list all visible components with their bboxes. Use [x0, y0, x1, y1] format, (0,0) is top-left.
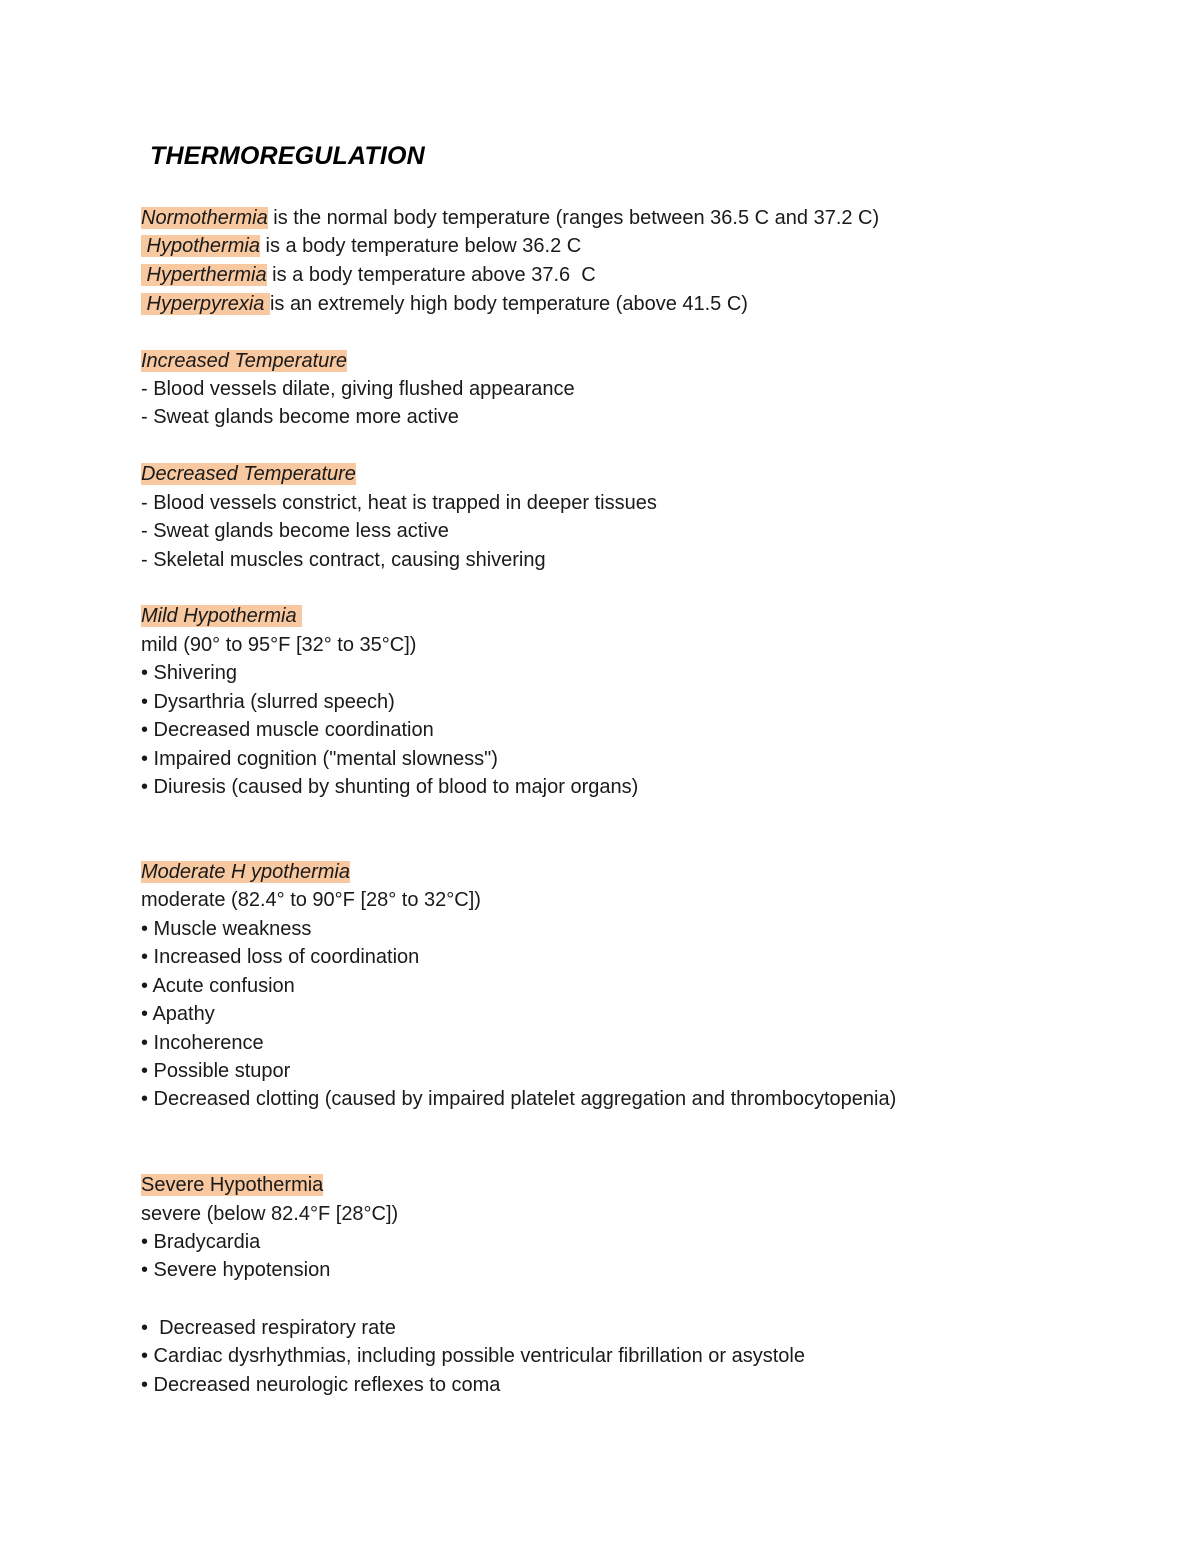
definition-normothermia — [141, 205, 879, 231]
term-highlight: Hyperthermia — [141, 264, 267, 286]
definition-text: is the normal body temperature (ranges between 36.5 C and 37.2 C) — [267, 207, 880, 229]
list-item: - Blood vessels dilate, giving flushed appearance — [141, 378, 575, 400]
heading-highlight: Decreased Temperature — [141, 463, 356, 485]
section-heading — [141, 461, 356, 487]
list-item: • Incoherence — [141, 1032, 264, 1054]
definition-hyperthermia — [141, 262, 596, 288]
term-highlight: Hypothermia — [141, 235, 260, 257]
definition-hypothermia — [141, 233, 581, 259]
list-item: • Severe hypotension — [141, 1259, 331, 1281]
range-text: mild (90° to 95°F [32° to 35°C]) — [141, 634, 417, 656]
list-item: • Decreased respiratory rate — [141, 1317, 396, 1339]
heading-highlight: Increased Temperature — [141, 350, 348, 372]
definition-text: is a body temperature above 37.6 C — [266, 264, 596, 286]
list-item: • Decreased neurologic reflexes to coma — [141, 1374, 501, 1396]
list-item: • Dysarthria (slurred speech) — [141, 691, 395, 713]
heading-highlight: Moderate H ypothermia — [141, 861, 350, 883]
heading-highlight: Mild Hypothermia — [141, 605, 303, 627]
list-item: • Possible stupor — [141, 1060, 291, 1082]
list-item: - Skeletal muscles contract, causing shivering — [141, 549, 546, 571]
list-item: • Diuresis (caused by shunting of blood to major organs) — [141, 776, 639, 798]
list-item: • Bradycardia — [141, 1231, 261, 1253]
section-heading — [141, 348, 347, 374]
list-item: • Muscle weakness — [141, 918, 312, 940]
list-item: • Acute confusion — [141, 975, 295, 997]
term-highlight: Hyperpyrexia — [141, 293, 270, 315]
definition-hyperpyrexia — [141, 291, 748, 317]
list-item: • Apathy — [141, 1003, 215, 1025]
definition-text: is an extremely high body temperature (above 41.5 C) — [269, 293, 748, 315]
section-heading — [141, 859, 350, 885]
heading-highlight: Severe Hypothermia — [141, 1174, 324, 1196]
definition-text: is a body temperature below 36.2 C — [259, 235, 582, 257]
section-heading — [141, 603, 302, 629]
list-item: • Impaired cognition ("mental slowness") — [141, 748, 498, 770]
list-item: • Decreased clotting (caused by impaired platelet aggregation and thrombocytopenia) — [141, 1088, 897, 1110]
section-heading — [141, 1172, 323, 1198]
list-item: • Decreased muscle coordination — [141, 719, 434, 741]
range-text: severe (below 82.4°F [28°C]) — [141, 1203, 399, 1225]
term-highlight: Normothermia — [141, 207, 268, 229]
list-item: • Increased loss of coordination — [141, 946, 420, 968]
list-item: - Sweat glands become less active — [141, 520, 449, 542]
list-item: - Blood vessels constrict, heat is trapped in deeper tissues — [141, 492, 657, 514]
list-item: • Shivering — [141, 662, 237, 684]
list-item: - Sweat glands become more active — [141, 406, 459, 428]
document-title: THERMOREGULATION — [150, 142, 425, 170]
list-item: • Cardiac dysrhythmias, including possible ventricular fibrillation or asystole — [141, 1345, 805, 1367]
range-text: moderate (82.4° to 90°F [28° to 32°C]) — [141, 889, 481, 911]
